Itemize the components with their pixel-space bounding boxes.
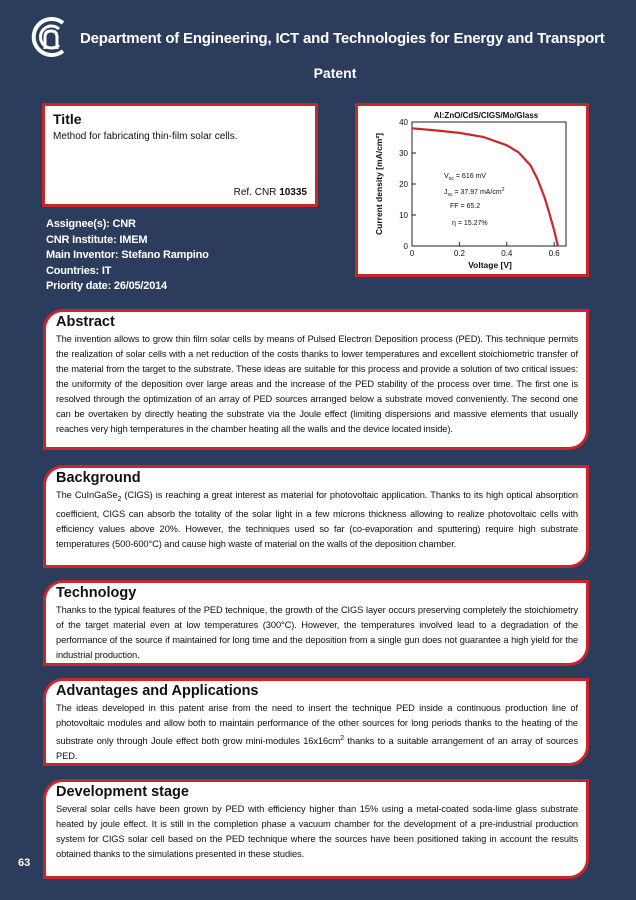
chart-series-line (412, 128, 558, 246)
annotation-jsc: $J_{sc} = 37.97$ $mA/cm^2$ (444, 187, 505, 198)
development-section (43, 779, 589, 879)
advantages-heading: Advantages and Applications (56, 683, 259, 699)
ref-number: 10335 (279, 187, 307, 198)
annotation-voc: $V_{oc} = 616$ mV (444, 173, 487, 182)
x-tick-label: 0.2 (453, 249, 465, 258)
title-heading: Title (53, 111, 82, 127)
assignee: Assignee(s): CNR (46, 218, 136, 230)
abstract-section (43, 309, 589, 450)
y-tick-label: 30 (399, 149, 408, 158)
development-heading: Development stage (56, 784, 189, 800)
technology-heading: Technology (56, 585, 137, 601)
title-box (42, 103, 318, 207)
institute: CNR Institute: IMEM (46, 233, 148, 246)
patent-info (46, 217, 209, 295)
chart-xlabel: Voltage [V] (468, 260, 512, 270)
technology-text: Thanks to the typical features of the PED technique, the growth of the CIGS layer occurs preserving completely the stoichiometry of the target material even at low temperatures (300°C). However, the temperatures involved lead to a degradation of the performance of the source if maintained for long time and the deposition from a single gun does not guarantee a high yield for the industrial production. (56, 605, 578, 660)
advantages-section (43, 678, 589, 766)
chart-title: Al:ZnO/CdS/CIGS/Mo/Glass (433, 111, 539, 120)
background-heading: Background (56, 470, 141, 486)
chart-frame (412, 122, 566, 246)
background-text: The CuInGaSe$_2$ (CIGS) is reaching a great interest as material for photovoltaic application. Thanks to its high optical absorption coefficient, CIGS can absorb the totality of the solar light in a few microns thickness allowing to realize photovoltaic cells with efficiency values above 20%. However, the techniques used so far (co-evaporation and sputtering) require high substrate temperatures (500-600°C) and cause high waste of material on the walls of the deposition chamber. (56, 490, 578, 549)
ref-label: Ref. CNR (233, 187, 277, 198)
category-heading: Patent (313, 65, 357, 81)
advantages-text: The ideas developed in this patent arise from the need to insert the technique PED inside a continuous production line of photovoltaic modules and allow both to maintain performance of the other sources for long periods thanks to the heating of the substrate only through Joule effect both grow mini-modules $16x16cm^2$ thanks to a suitable arrangement of an array of sources PED. (56, 703, 578, 762)
y-tick-label: 20 (399, 180, 408, 189)
background-section (43, 465, 589, 568)
technology-section (43, 580, 589, 666)
chart-ylabel: Current density [mA/cm²] (374, 132, 384, 236)
patent-title: Method for fabricating thin-film solar cells. (53, 131, 238, 142)
abstract-text: The invention allows to grow thin film solar cells by means of Pulsed Electron Deposition process (PED). This technique permits the realization of solar cells with a net reduction of the costs thanks to lower temperatures and excellent stoichiometric transfer of the material from the target to the substrate. These ideas are suitable for this process and provide a solution of two critical issues: the uniformity of the deposition over large areas and the increase of the PED stability of the process over time. The first one is resolved through the optimization of an array of PED sources arranged below a substrate moved conveniently. The second one can be overtaken by directly heating the substrate via the Joule effect (limiting dispersions and massive elements that usually reaches very high temperatures in the chamber heating all the walls and the device located inside). (56, 334, 578, 434)
y-tick-label: 10 (399, 211, 408, 220)
cnr-logo-icon (27, 15, 71, 59)
x-tick-label: 0.6 (548, 249, 560, 258)
department-title: Department of Engineering, ICT and Technologies for Energy and Transport (80, 30, 605, 47)
countries: Countries: IT (46, 264, 112, 277)
annotation-eta: η = 15.27% (452, 220, 488, 227)
x-tick-label: 0.4 (501, 249, 513, 258)
main-inventor: Main Inventor: Stefano Rampino (46, 249, 209, 261)
page-number: 63 (18, 857, 31, 869)
priority-date: Priority date: 26/05/2014 (46, 280, 167, 292)
annotation-ff: FF = 65.2 (450, 203, 481, 210)
iv-chart (358, 106, 586, 274)
iv-chart-box (355, 103, 589, 277)
reference (234, 187, 307, 198)
abstract-heading: Abstract (56, 314, 115, 330)
y-tick-label: 40 (399, 118, 408, 127)
development-text: Several solar cells have been grown by PED with efficiency higher than 15% using a metal-coated soda-lime glass substrate heated by joule effect. It is still in the completion phase a vacuum chamber for the development of a pre-industrial production system for CIGS solar cell based on the PED technique where the sources have been positioned taking in account the results obtained thanks to the simulations presented in these studies. (56, 804, 578, 859)
x-tick-label: 0 (409, 249, 415, 258)
y-tick-label: 0 (403, 242, 408, 251)
